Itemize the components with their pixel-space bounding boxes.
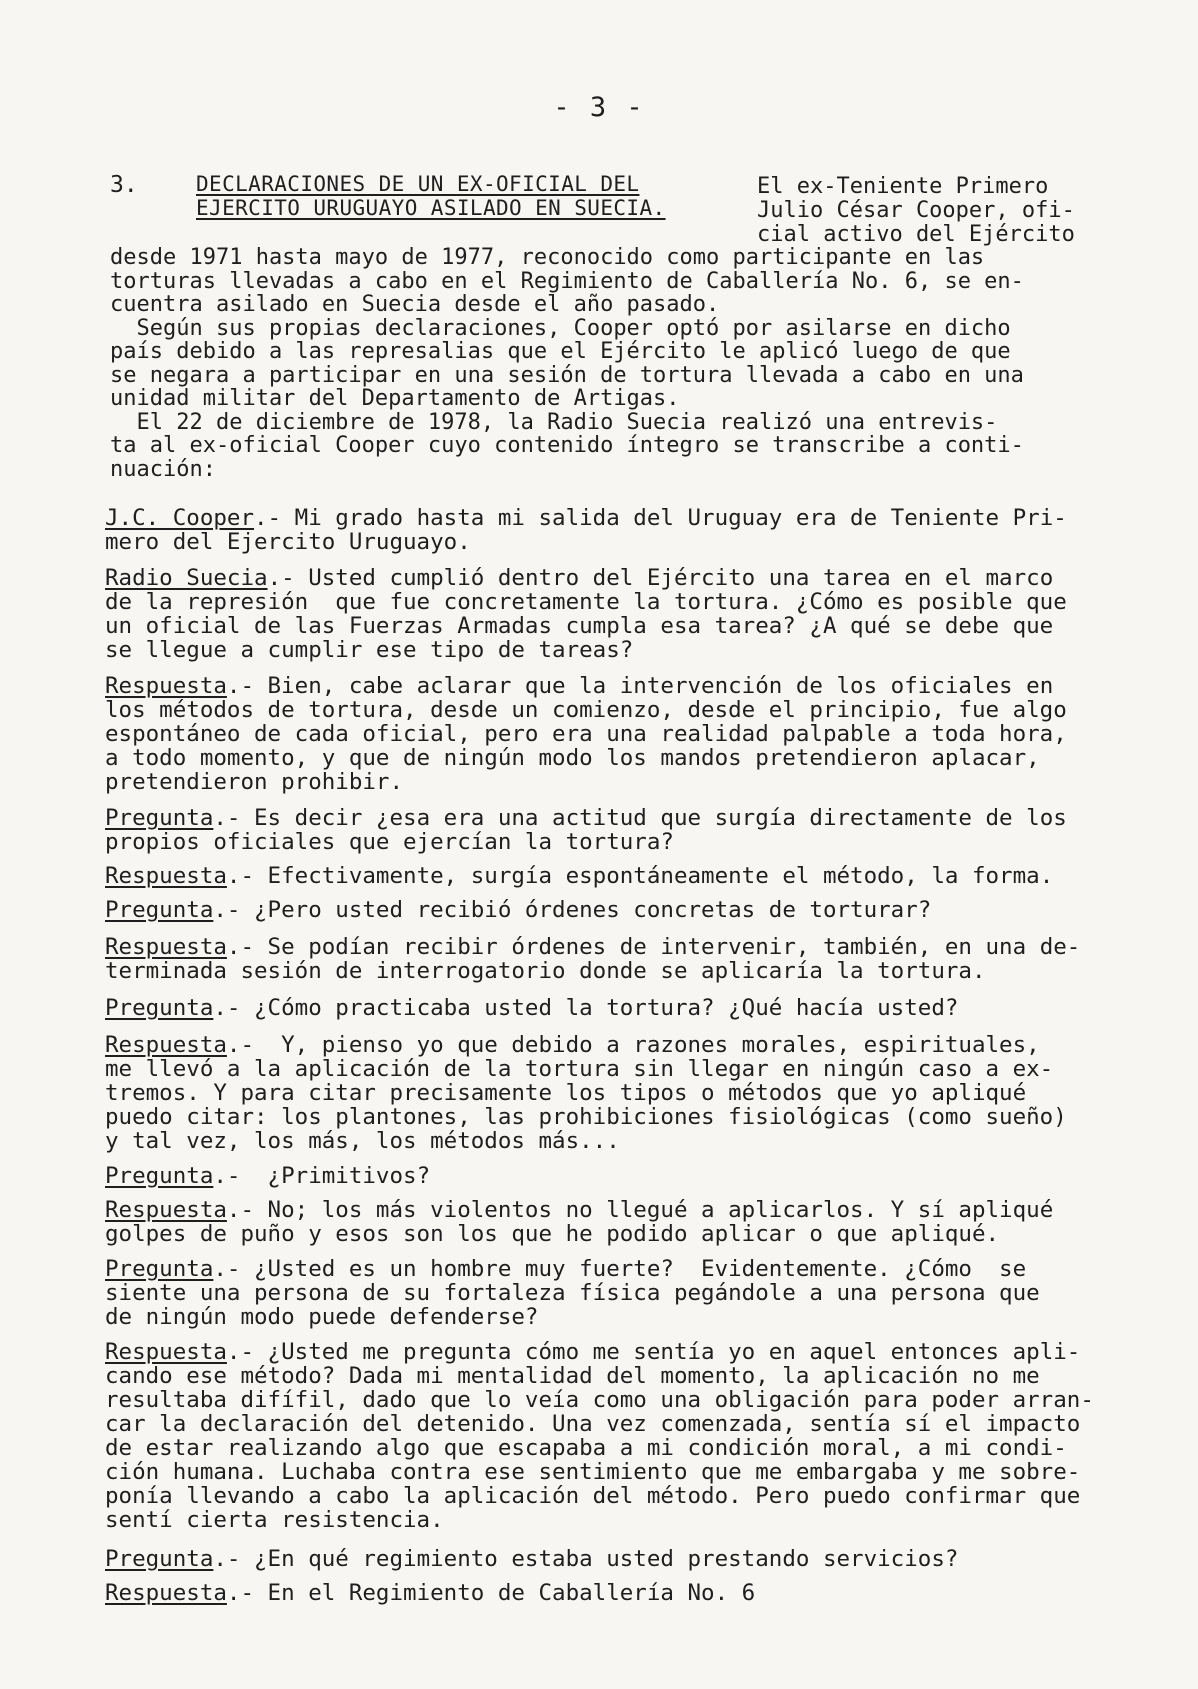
- dialogue-first-line: .- Y, pienso yo que debido a razones morales, espirituales,: [226, 1032, 1040, 1058]
- dialogue-entry: [105, 806, 1067, 854]
- speaker-label: J.C. Cooper: [105, 505, 255, 531]
- dialogue-entry: [105, 996, 958, 1020]
- dialogue-continuation: terminada sesión de interrogatorio donde se aplicaría la tortura.: [105, 958, 986, 984]
- dialogue-continuation: los métodos de tortura, desde un comienzo, desde el principio, fue algo espontáneo de cada oficial, pero era una realidad palpable a toda hora, a todo momento, y que de ningún modo los mandos pretendieron aplacar, pretendieron prohibir.: [105, 697, 1067, 795]
- speaker-label: Respuesta: [105, 1032, 227, 1058]
- dialogue-first-line: .- Se podían recibir órdenes de intervenir, también, en una de-: [226, 934, 1081, 960]
- speaker-label: Pregunta: [105, 1163, 214, 1189]
- dialogue-entry: [105, 1257, 1040, 1329]
- intro-paragraphs: [110, 246, 1024, 481]
- dialogue-first-line: .- ¿Usted me pregunta cómo me sentía yo en aquel entonces apli-: [226, 1339, 1081, 1365]
- dialogue-entry: [105, 674, 1067, 794]
- dialogue-first-line: .- ¿Usted es un hombre muy fuerte? Evidentemente. ¿Cómo se: [213, 1256, 1027, 1282]
- speaker-label: Respuesta: [105, 863, 227, 889]
- speaker-label: Pregunta: [105, 897, 214, 923]
- speaker-label: Respuesta: [105, 1580, 227, 1606]
- intro-line: nuación:: [110, 456, 216, 482]
- speaker-label: Respuesta: [105, 1339, 227, 1365]
- dialogue-entry: [105, 566, 1067, 662]
- speaker-label: Pregunta: [105, 1256, 214, 1282]
- dialogue-entry: [105, 1581, 755, 1605]
- page-number: - 3 -: [553, 92, 645, 123]
- lead-line: cial activo del Ejército: [757, 222, 1075, 247]
- speaker-label: Pregunta: [105, 805, 214, 831]
- speaker-label: Radio Suecia: [105, 565, 268, 591]
- section-number: 3.: [110, 172, 138, 198]
- lead-line: Julio César Cooper, ofi-: [757, 198, 1075, 223]
- dialogue-first-line: .- Bien, cabe aclarar que la intervención de los oficiales en: [226, 673, 1054, 699]
- dialogue-first-line: .- Usted cumplió dentro del Ejército una tarea en el marco: [267, 565, 1054, 591]
- dialogue-first-line: .- ¿Pero usted recibió órdenes concretas de torturar?: [213, 897, 932, 923]
- section-title-line: DECLARACIONES DE UN EX-OFICIAL DEL: [196, 172, 640, 196]
- intro-line: Según sus propias declaraciones, Cooper optó por asilarse en dicho: [110, 315, 1011, 341]
- dialogue-first-line: .- Es decir ¿esa era una actitud que surgía directamente de los: [213, 805, 1067, 831]
- dialogue-continuation: siente una persona de su fortaleza física pegándole a una persona que de ningún modo puede defenderse?: [105, 1280, 1040, 1330]
- dialogue-first-line: .- ¿Cómo practicaba usted la tortura? ¿Qué hacía usted?: [213, 995, 959, 1021]
- dialogue-first-line: .- Efectivamente, surgía espontáneamente el método, la forma.: [226, 863, 1054, 889]
- dialogue-entry: [105, 1547, 958, 1571]
- dialogue-continuation: mero del Ejercito Uruguayo.: [105, 529, 471, 555]
- dialogue-first-line: .- En el Regimiento de Caballería No. 6: [226, 1580, 756, 1606]
- intro-line: unidad militar del Departamento de Artigas.: [110, 386, 680, 411]
- dialogue-continuation: propios oficiales que ejercían la tortura?: [105, 829, 674, 855]
- dialogue-first-line: .- ¿En qué regimiento estaba usted prestando servicios?: [213, 1546, 959, 1572]
- dialogue-first-line: .- ¿Primitivos?: [213, 1163, 431, 1189]
- intro-line: El 22 de diciembre de 1978, la Radio Suecia realizó una entrevis-: [110, 409, 998, 435]
- dialogue-entry: [105, 935, 1080, 983]
- dialogue-first-line: .- No; los más violentos no llegué a aplicarlos. Y sí apliqué: [226, 1197, 1054, 1223]
- dialogue-entry: [105, 864, 1053, 888]
- intro-line: país debido a las represalias que el Ejército le aplicó luego de que: [110, 339, 1011, 364]
- section-title: [196, 172, 666, 220]
- dialogue-entry: [105, 1164, 430, 1188]
- speaker-label: Respuesta: [105, 934, 227, 960]
- dialogue-first-line: .- Mi grado hasta mi salida del Uruguay era de Teniente Pri-: [254, 505, 1067, 531]
- dialogue-continuation: golpes de puño y esos son los que he podido aplicar o que apliqué.: [105, 1221, 1000, 1247]
- section-lead-text: [757, 175, 1075, 247]
- dialogue-entry: [105, 898, 931, 922]
- speaker-label: Pregunta: [105, 1546, 214, 1572]
- intro-line: se negara a participar en una sesión de tortura llevada a cabo en una: [110, 362, 1024, 388]
- dialogue-continuation: me llevó a la aplicación de la tortura sin llegar en ningún caso a ex- tremos. Y para citar precisamente los tipos o métodos que yo apliqué puedo citar: los plantones, las prohibiciones fisiológicas (como sueño) y tal vez, los más, los métodos más...: [105, 1056, 1067, 1154]
- dialogue-continuation: de la represión que fue concretamente la tortura. ¿Cómo es posible que un oficial de las Fuerzas Armadas cumpla esa tarea? ¿A qué se debe que se llegue a cumplir ese tipo de tareas?: [105, 589, 1067, 663]
- intro-line: desde 1971 hasta mayo de 1977, reconocido como participante en las: [110, 245, 985, 270]
- dialogue-entry: [105, 1033, 1067, 1153]
- dialogue-entry: [105, 1198, 1053, 1246]
- intro-line: torturas llevadas a cabo en el Regimiento de Caballería No. 6, se en-: [110, 268, 1024, 294]
- speaker-label: Respuesta: [105, 673, 227, 699]
- speaker-label: Respuesta: [105, 1197, 227, 1223]
- dialogue-entry: [105, 506, 1067, 554]
- intro-line: cuentra asilado en Suecia desde el año pasado.: [110, 292, 720, 317]
- lead-line: El ex-Teniente Primero: [757, 174, 1049, 199]
- section-title-line: EJERCITO URUGUAYO ASILADO EN SUECIA.: [196, 196, 666, 220]
- speaker-label: Pregunta: [105, 995, 214, 1021]
- intro-line: ta al ex-oficial Cooper cuyo contenido íntegro se transcribe a conti-: [110, 433, 1024, 458]
- dialogue-continuation: cando ese método? Dada mi mentalidad del momento, la aplicación no me resultaba difífil, dado que lo veía como una obligación para poder arran- car la declaración del detenido. Una vez comenzada, sentía sí el impacto de estar realizando algo que escapaba a mi condición moral, a mi condi- ción humana. Luchaba contra ese sentimiento que me embargaba y me sobre- ponía llevando a cabo la aplicación del método. Pero puedo confirmar que sentí cierta resistencia.: [105, 1363, 1094, 1533]
- dialogue-entry: [105, 1340, 1094, 1532]
